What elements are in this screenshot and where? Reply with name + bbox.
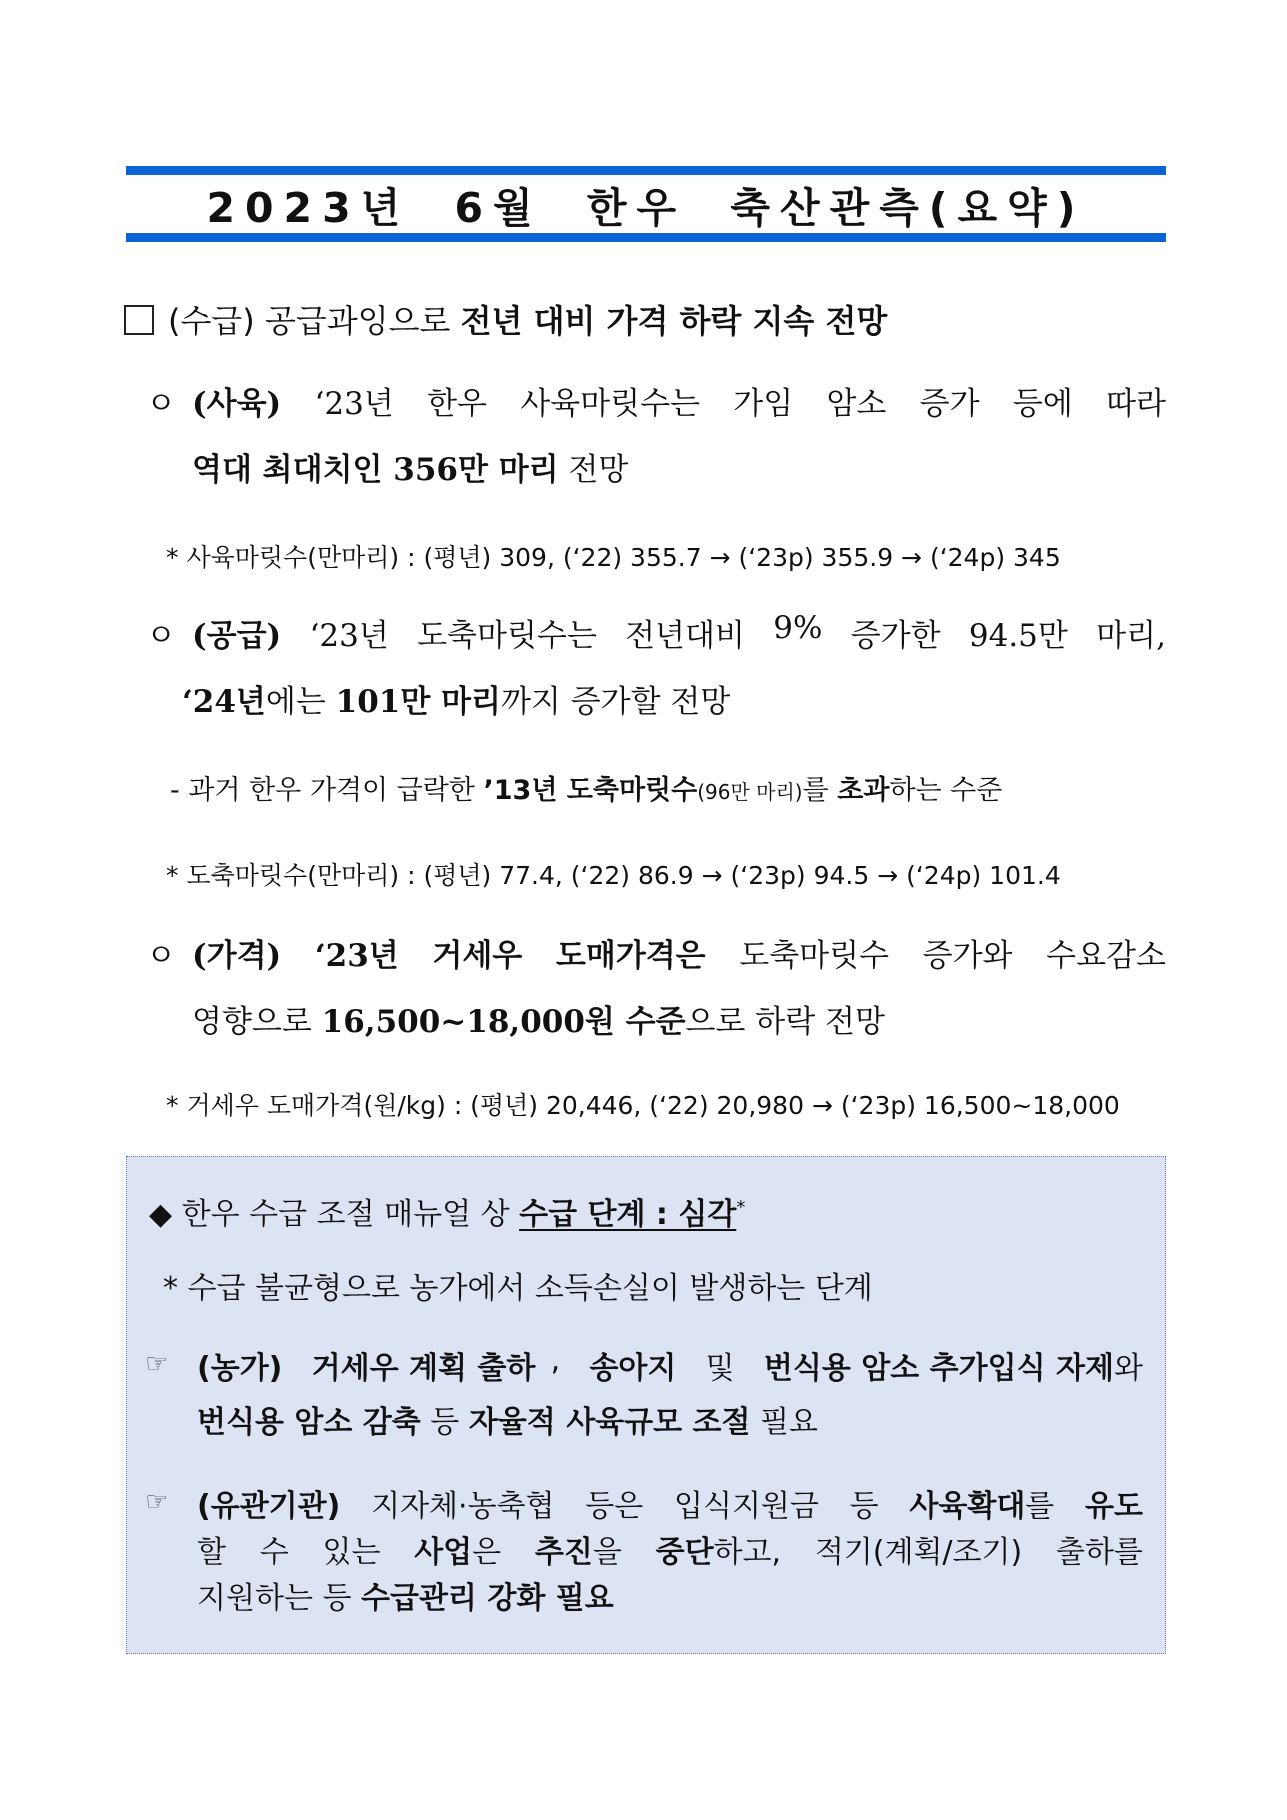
- bullet-3-line-1: (가격) ‘23년 거세우 도매가격은 도축마릿수 증가와 수요감소: [192, 930, 1166, 975]
- pointing-hand-icon: ☞: [145, 1349, 169, 1379]
- bullet-2-note: * 도축마릿수(만마리) : (평년) 77.4, (‘22) 86.9 → (‘23p) 94.5 → (‘24p) 101.4: [166, 861, 1061, 890]
- bullet-marker: ㅇ: [146, 386, 176, 422]
- summary-item-1-line-1: (농가) 거세우 계획 출하 , 송아지 및 번식용 암소 추가입식 자제와: [197, 1343, 1143, 1386]
- bullet-2-dash: - 과거 한우 가격이 급락한 ’13년 도축마릿수(96만 마리)를 초과하는 수준: [170, 775, 1003, 806]
- summary-item-2-line-3: 지원하는 등 수급관리 강화 필요: [197, 1581, 614, 1616]
- bullet-1-line-2: 역대 최대치인 356만 마리 전망: [192, 452, 629, 488]
- bullet-3-note: * 거세우 도매가격(원/kg) : (평년) 20,446, (‘22) 20,980 → (‘23p) 16,500~18,000: [166, 1091, 1120, 1120]
- bullet-marker: ㅇ: [146, 618, 176, 654]
- main-point-text: 공급과잉으로: [264, 302, 461, 340]
- checkbox-square-icon: [124, 305, 154, 335]
- summary-headline: ◆ 한우 수급 조절 매뉴얼 상 수급 단계 : 심각*: [149, 1197, 746, 1232]
- page-title: 2023년 6월 한우 축산관측(요약): [206, 183, 1086, 232]
- bullet-2-line-2: ‘24년에는 101만 마리까지 증가할 전망: [182, 684, 731, 720]
- bullet-3-line-2: 영향으로 16,500~18,000원 수준으로 하락 전망: [192, 1004, 885, 1040]
- bullet-2-line-1: (공급) ‘23년 도축마릿수는 전년대비 9% 증가한 94.5만 마리,: [192, 610, 1166, 654]
- summary-item-1-line-2: 번식용 암소 감축 등 자율적 사육규모 조절 필요: [197, 1405, 819, 1440]
- bullet-1-line-1: (사육) ‘23년 한우 사육마릿수는 가임 암소 증가 등에 따라: [192, 378, 1166, 423]
- title-banner: [126, 166, 1166, 242]
- bullet-2-tag: (공급): [192, 618, 282, 654]
- main-point-tag: (수급): [168, 302, 255, 340]
- diamond-icon: ◆: [149, 1197, 173, 1232]
- bullet-marker: ㅇ: [146, 938, 176, 974]
- summary-box: [126, 1156, 1166, 1654]
- pointing-hand-icon: ☞: [145, 1487, 169, 1517]
- summary-footnote: * 수급 불균형으로 농가에서 소득손실이 발생하는 단계: [163, 1271, 873, 1306]
- bullet-3-tag: (가격): [192, 938, 282, 974]
- main-point: [124, 296, 887, 342]
- bullet-1-note: * 사육마릿수(만마리) : (평년) 309, (‘22) 355.7 → (‘23p) 355.9 → (‘24p) 345: [166, 543, 1061, 572]
- summary-item-2-line-1: (유관기관) 지자체·농축협 등은 입식지원금 등 사육확대를 유도: [197, 1489, 1143, 1524]
- summary-item-2-line-2: 할 수 있는 사업은 추진을 중단하고, 적기(계획/조기) 출하를: [197, 1535, 1143, 1570]
- bullet-1-tag: (사육): [192, 386, 282, 422]
- main-point-bold: 전년 대비 가격 하락 지속 전망: [460, 302, 888, 340]
